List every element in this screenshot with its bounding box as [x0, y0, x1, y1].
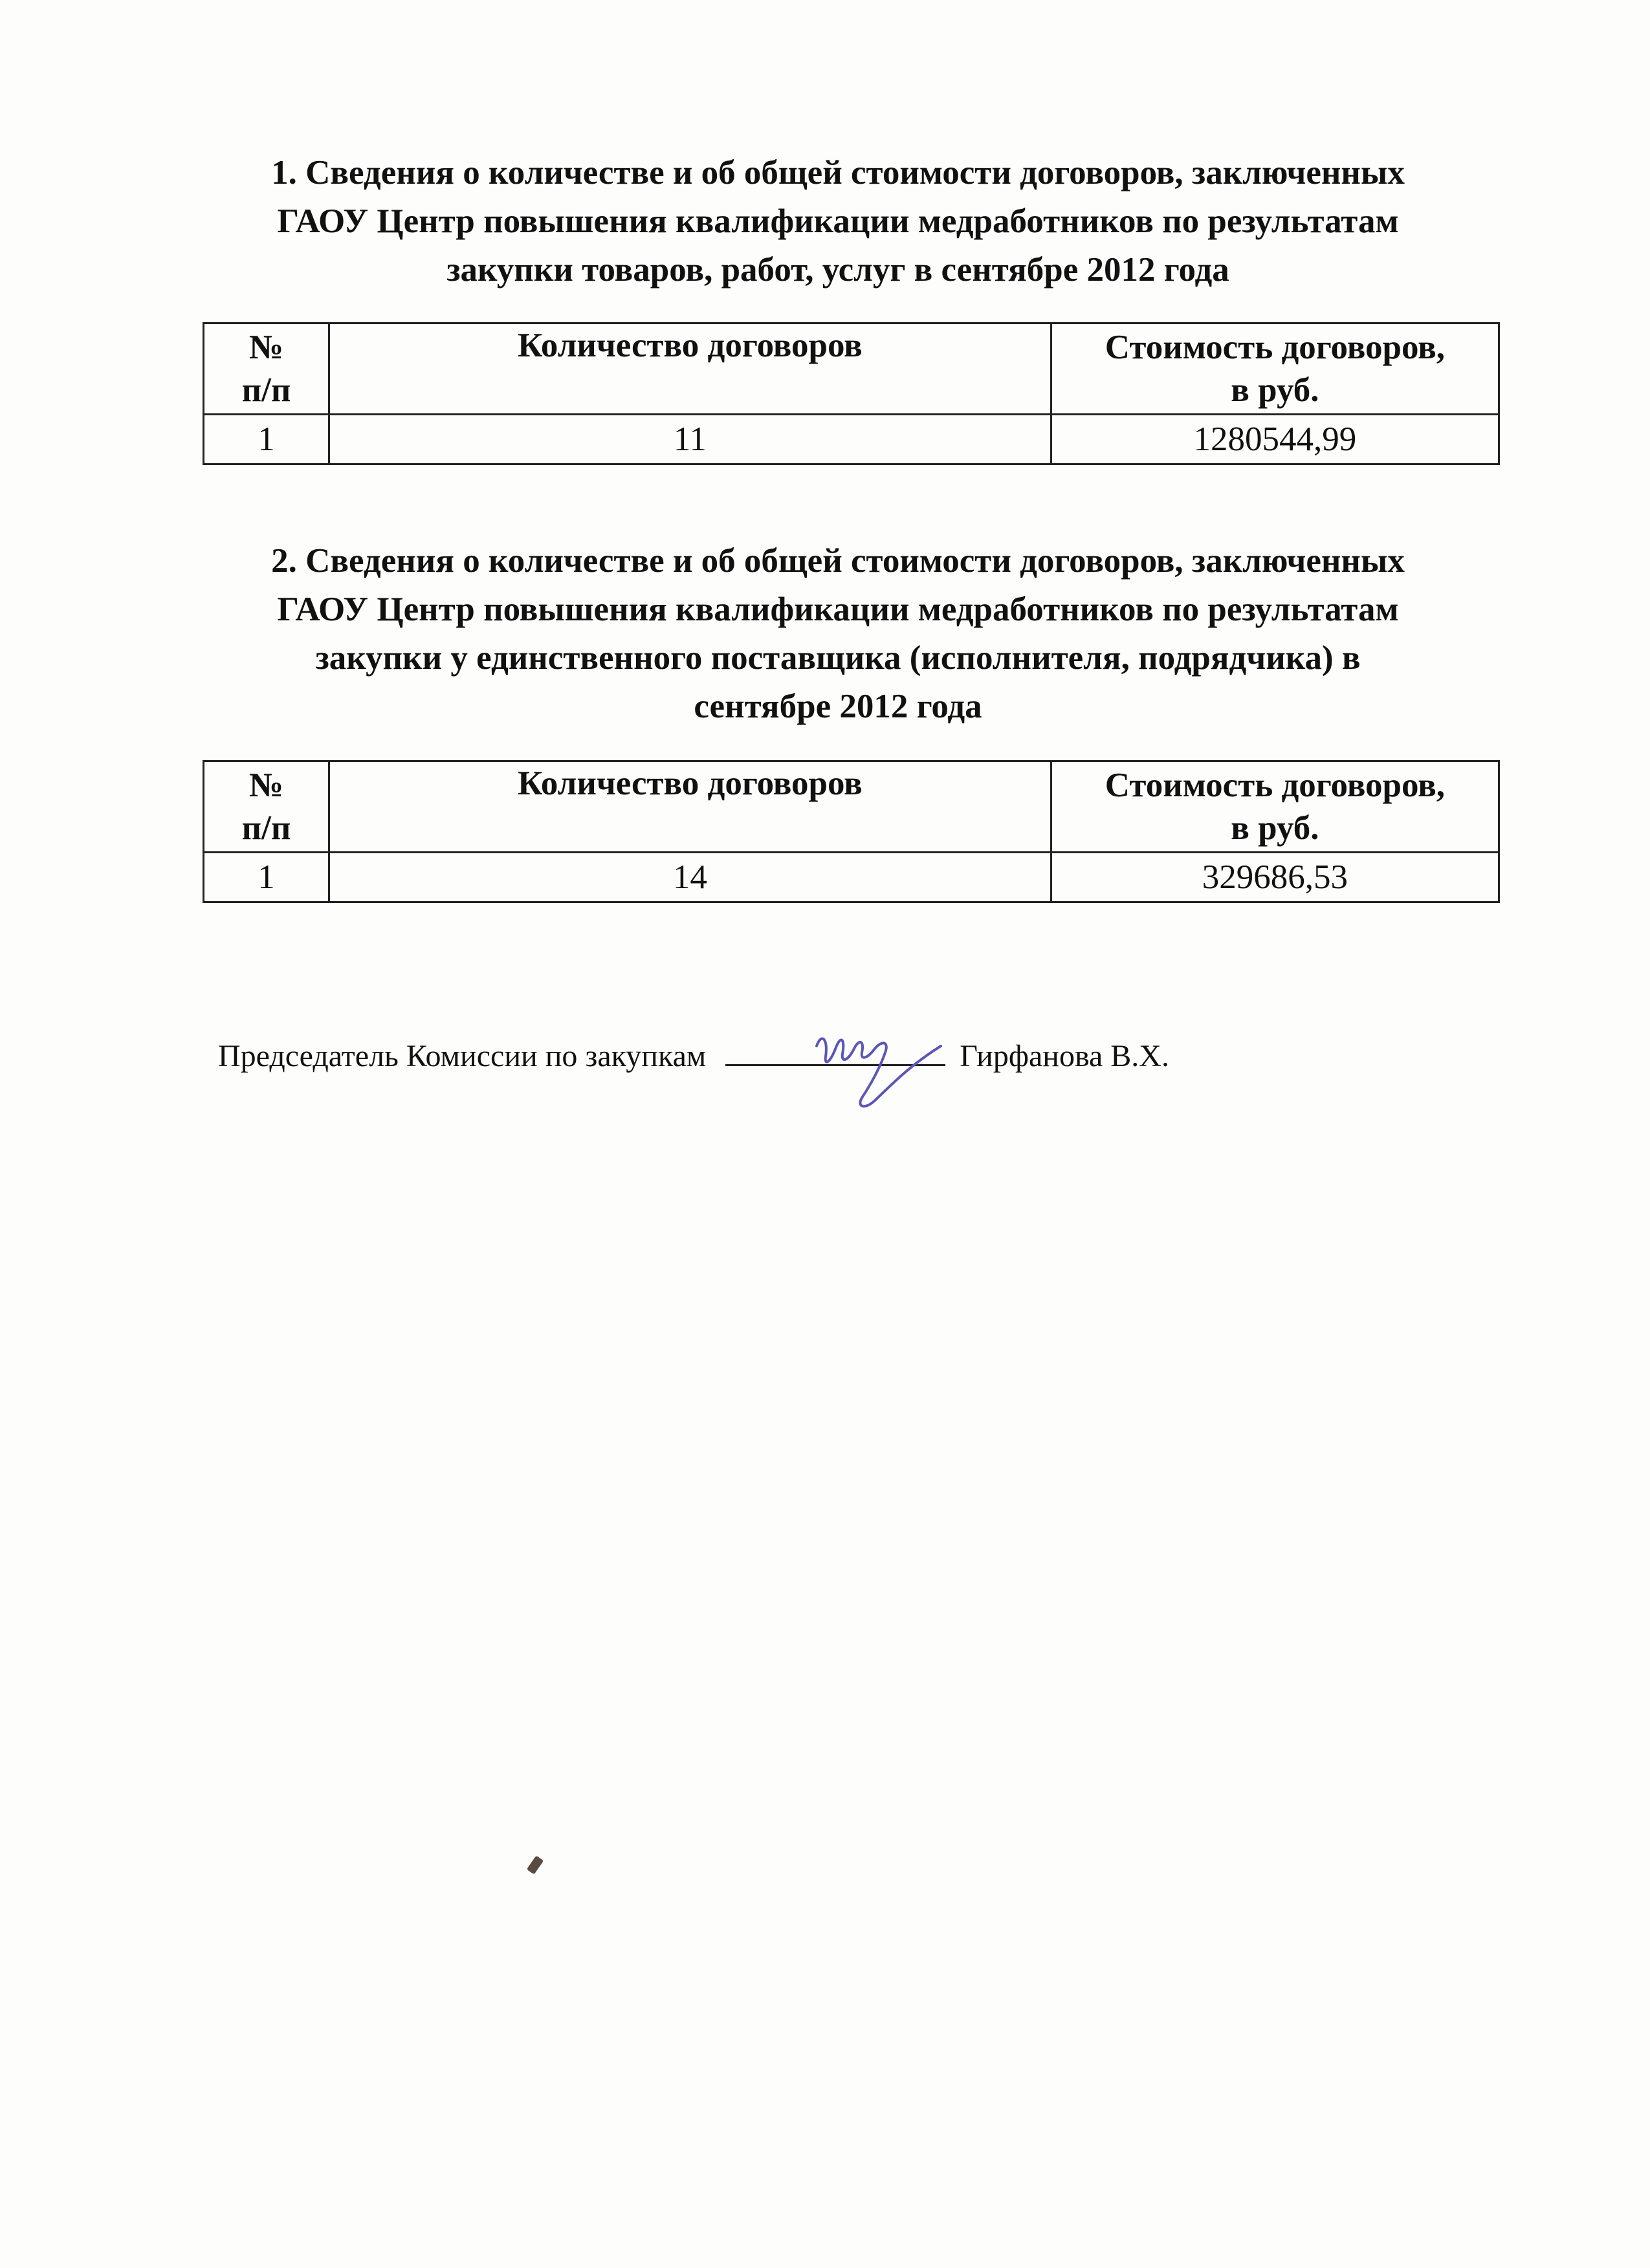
section-1-title: [194, 149, 1482, 294]
header-count: Количество договоров: [329, 323, 1051, 415]
cell-num: 1: [204, 415, 329, 464]
cell-cost: 329686,53: [1051, 853, 1499, 902]
cell-cost: 1280544,99: [1051, 415, 1499, 464]
ink-speck: [527, 1855, 544, 1874]
section-2-title-line: сентябре 2012 года: [694, 688, 982, 725]
signature-block: [218, 1038, 1169, 1074]
table-header-row: [204, 323, 1499, 415]
section-1-title-line: закупки товаров, работ, услуг в сентябре 2012 года: [446, 251, 1229, 289]
section-1-title-line: ГАОУ Центр повышения квалификации медработников по результатам: [277, 202, 1399, 240]
cell-count: 11: [329, 415, 1051, 464]
table-row: [204, 415, 1499, 464]
header-cost: Стоимость договоров, в руб.: [1051, 761, 1499, 853]
header-num: № п/п: [204, 323, 329, 415]
section-2-title-line: 2. Сведения о количестве и об общей стоимости договоров, заключенных: [271, 542, 1405, 580]
cell-count: 14: [329, 853, 1051, 902]
section-2-table: [203, 760, 1500, 903]
section-2-title: [194, 537, 1482, 731]
section-2-title-line: ГАОУ Центр повышения квалификации медработников по результатам: [277, 591, 1399, 628]
table-header-row: [204, 761, 1499, 853]
table-row: [204, 853, 1499, 902]
signatory-position: Председатель Комиссии по закупкам: [218, 1039, 707, 1073]
header-cost: Стоимость договоров, в руб.: [1051, 323, 1499, 415]
section-1-table: [203, 322, 1500, 465]
header-count: Количество договоров: [329, 761, 1051, 853]
cell-num: 1: [204, 853, 329, 902]
signatory-name: Гирфанова В.Х.: [960, 1039, 1169, 1073]
header-num: № п/п: [204, 761, 329, 853]
section-2-title-line: закупки у единственного поставщика (исполнителя, подрядчика) в: [315, 639, 1361, 677]
section-1-title-line: 1. Сведения о количестве и об общей стоимости договоров, заключенных: [271, 154, 1405, 191]
handwritten-signature: [802, 1006, 951, 1116]
